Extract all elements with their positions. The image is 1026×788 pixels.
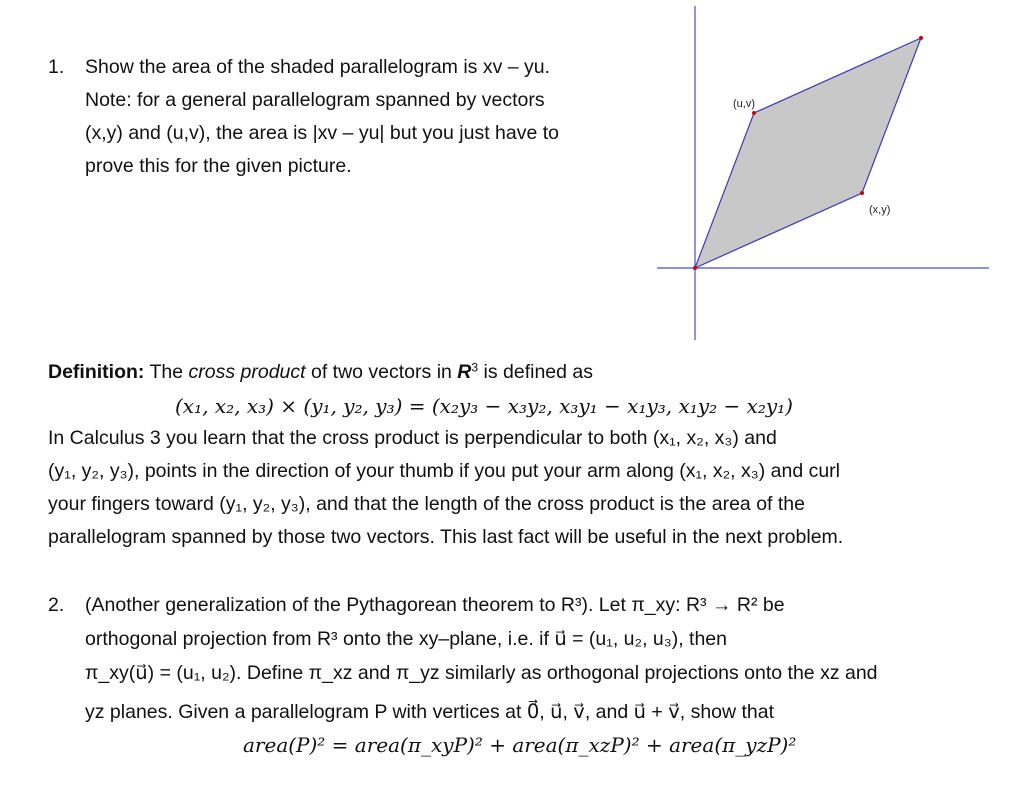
shaded-parallelogram (695, 38, 921, 268)
point-uv (752, 111, 756, 115)
definition-intro-end: is defined as (478, 361, 594, 383)
definition-para-line-2: (y₁, y₂, y₃), points in the direction of your thumb if you put your arm along (x₁, x₂, x₃) and curl (48, 460, 840, 482)
definition-space-exp: 3 (471, 360, 479, 375)
definition-para-line-4: parallelogram spanned by those two vectors. This last fact will be useful in the next problem. (48, 526, 844, 548)
definition-intro-pre: The (144, 361, 189, 383)
point-sum (919, 36, 923, 40)
definition-intro (48, 361, 593, 384)
definition-para-line-1: In Calculus 3 you learn that the cross product is perpendicular to both (x₁, x₂, x₃) and (48, 427, 777, 449)
problem-1-number: 1. (48, 56, 65, 78)
problem-1-line-1: Show the area of the shaded parallelogram is xv – yu. (85, 56, 551, 78)
problem-1-line-3: (x,y) and (u,v), the area is |xv – yu| but you just have to (85, 122, 560, 144)
definition-label: Definition: (48, 361, 145, 383)
problem-2-line-3: π_xy(u⃗) = (u₁, u₂). Define π_xz and π_yz similarly as orthogonal projections onto the xz and (85, 662, 878, 684)
definition-para-line-3: your fingers toward (y₁, y₂, y₃), and that the length of the cross product is the area of the (48, 493, 805, 515)
origin-point (693, 266, 697, 270)
problem-1-line-4: prove this for the given picture. (85, 155, 352, 177)
problem-2-line-2: orthogonal projection from R³ onto the xy–plane, i.e. if u⃗ = (u₁, u₂, u₃), then (85, 628, 727, 650)
parallelogram-figure (655, 0, 995, 345)
label-xy: (x,y) (869, 204, 891, 216)
area-formula: area(P)² = area(π_xyP)² + area(π_xzP)² + area(π_yzP)² (243, 733, 797, 757)
label-uv: (u,v) (733, 98, 755, 110)
problem-1-line-2: Note: for a general parallelogram spanned by vectors (85, 89, 545, 111)
point-xy (860, 191, 864, 195)
problem-2-line-1: (Another generalization of the Pythagorean theorem to R³). Let π_xy: R³ → R² be (85, 594, 785, 616)
definition-term: cross product (188, 361, 306, 383)
definition-space: R (457, 361, 472, 383)
problem-2-number: 2. (48, 594, 65, 616)
problem-2-line-4: yz planes. Given a parallelogram P with vertices at 0⃗, u⃗, v⃗, and u⃗ + v⃗, show that (85, 701, 775, 723)
cross-product-formula: (x₁, x₂, x₃) × (y₁, y₂, y₃) = (x₂y₃ − x₃y₂, x₃y₁ − x₁y₃, x₁y₂ − x₂y₁) (175, 394, 793, 418)
definition-intro-post: of two vectors in (305, 361, 458, 383)
